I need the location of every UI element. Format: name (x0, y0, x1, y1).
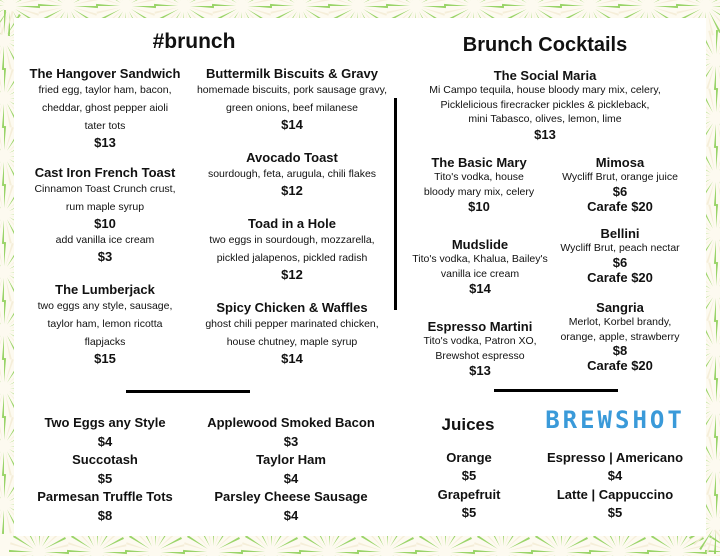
item-price: $13 (534, 126, 556, 142)
item-name: Mimosa (595, 155, 645, 170)
brunch-item-french-toast (14, 165, 196, 264)
item-desc: Cinnamon Toast Crunch crust, (34, 183, 176, 195)
cocktail-sangria (550, 300, 690, 373)
item-desc: fried egg, taylor ham, bacon, (38, 84, 172, 96)
item-desc: homemade biscuits, pork sausage gravy, (196, 84, 388, 96)
side-name: Succotash (72, 452, 138, 467)
item-desc: Brewshot espresso (435, 349, 525, 362)
cocktail-bellini (550, 226, 690, 285)
item-price: $14 (469, 281, 491, 296)
item-desc: Wycliff Brut, orange juice (562, 171, 678, 183)
item-name: Mudslide (451, 237, 509, 252)
item-price: $15 (94, 351, 116, 366)
item-name: Cast Iron French Toast (34, 165, 176, 180)
column-divider (394, 98, 397, 310)
coffee-price: $4 (607, 468, 623, 483)
brunch-item-hangover (14, 66, 196, 150)
item-desc: Mi Campo tequila, house bloody mary mix, celery, (429, 84, 661, 96)
coffee-price: $5 (607, 505, 623, 520)
item-price: $14 (281, 351, 303, 366)
juice-name: Orange (446, 450, 492, 465)
side-name: Taylor Ham (256, 452, 326, 467)
side-price: $4 (97, 433, 113, 449)
cocktail-featured (400, 68, 690, 142)
item-addon-price: $3 (97, 249, 113, 264)
item-price: $12 (281, 183, 303, 198)
brunch-item-chicken-waffles (192, 300, 392, 366)
item-price: $12 (281, 267, 303, 282)
side-name: Parsley Cheese Sausage (214, 489, 368, 504)
item-desc: ghost chili pepper marinated chicken, (205, 318, 379, 330)
item-desc: taylor ham, lemon ricotta (47, 318, 163, 330)
item-price: $14 (281, 117, 303, 132)
side-name: Applewood Smoked Bacon (207, 415, 375, 430)
cocktail-basic-mary (414, 155, 544, 214)
brewshot-list (540, 448, 690, 521)
item-desc: house chutney, maple syrup (226, 336, 358, 348)
item-desc: two eggs any style, sausage, (37, 300, 173, 312)
item-desc: flapjacks (84, 336, 126, 348)
side-price: $3 (283, 433, 299, 449)
item-price: $13 (94, 135, 116, 150)
brunch-item-biscuits (192, 66, 392, 132)
item-price: $10 (468, 199, 490, 214)
item-desc: orange, apple, strawberry (560, 330, 680, 343)
sides-left (14, 414, 196, 525)
item-desc: bloody mary mix, celery (423, 185, 535, 198)
item-carafe: Carafe $20 (587, 269, 653, 285)
item-desc: Picklelicious firecracker pickles & pickleback, (440, 98, 650, 111)
item-price: $6 (612, 254, 628, 270)
item-addon: add vanilla ice cream (55, 234, 155, 246)
item-name: Bellini (600, 226, 640, 241)
section-divider (126, 390, 250, 393)
item-carafe: Carafe $20 (587, 358, 653, 373)
juice-name: Grapefruit (437, 487, 501, 502)
item-name: Avocado Toast (246, 150, 338, 165)
item-name: Sangria (596, 300, 644, 315)
item-desc: sourdough, feta, arugula, chili flakes (207, 168, 377, 180)
item-desc: Tito's vodka, Patron XO, (423, 335, 537, 347)
item-name: The Social Maria (493, 68, 597, 83)
item-name: Spicy Chicken & Waffles (216, 300, 368, 315)
item-price: $6 (612, 183, 628, 199)
brewshot-logo: BREWSHOT (545, 406, 685, 434)
cocktail-mudslide (408, 237, 552, 296)
brunch-item-avocado (192, 150, 392, 198)
item-desc: pickled jalapenos, pickled radish (216, 252, 368, 264)
item-price: $10 (94, 216, 116, 231)
item-desc: two eggs in sourdough, mozzarella, (209, 234, 375, 246)
item-desc: Merlot, Korbel brandy, (568, 316, 672, 328)
item-name: Buttermilk Biscuits & Gravy (206, 66, 378, 81)
cocktails-title: Brunch Cocktails (462, 34, 628, 56)
item-desc: cheddar, ghost pepper aioli (41, 102, 169, 114)
side-price: $4 (283, 470, 299, 486)
side-price: $5 (97, 470, 113, 486)
item-desc: mini Tabasco, olives, lemon, lime (468, 113, 622, 125)
section-divider (494, 389, 618, 392)
cocktail-mimosa (550, 155, 690, 214)
item-name: Toad in a Hole (248, 216, 336, 231)
item-desc: Tito's vodka, Khalua, Bailey's (412, 253, 548, 265)
juices-list (420, 448, 518, 521)
side-price: $4 (283, 507, 299, 523)
juices-title: Juices (441, 415, 495, 434)
side-price: $8 (97, 507, 113, 523)
item-carafe: Carafe $20 (587, 198, 653, 214)
side-name: Parmesan Truffle Tots (37, 489, 173, 504)
item-price: $8 (612, 343, 628, 358)
item-desc: Tito's vodka, house (434, 171, 524, 183)
item-desc: rum maple syrup (65, 201, 145, 213)
item-desc: vanilla ice cream (440, 267, 520, 280)
item-name: The Hangover Sandwich (29, 66, 181, 81)
item-desc: tater tots (84, 120, 126, 132)
brunch-item-toad (192, 216, 392, 282)
item-desc: Wycliff Brut, peach nectar (560, 242, 680, 254)
brunch-item-lumberjack (14, 282, 196, 366)
cocktail-espresso-martini (414, 319, 546, 378)
item-name: The Lumberjack (55, 282, 155, 297)
coffee-name: Espresso | Americano (546, 450, 684, 465)
item-price: $13 (469, 363, 491, 378)
item-desc: green onions, beef milanese (226, 102, 358, 114)
brunch-title: #brunch (152, 30, 236, 53)
juice-price: $5 (461, 505, 477, 520)
item-name: The Basic Mary (431, 155, 527, 170)
side-name: Two Eggs any Style (44, 415, 166, 430)
coffee-name: Latte | Cappuccino (556, 487, 674, 502)
item-name: Espresso Martini (427, 319, 533, 334)
sides-right (191, 414, 391, 525)
juice-price: $5 (461, 468, 477, 483)
menu-panel (14, 18, 706, 536)
